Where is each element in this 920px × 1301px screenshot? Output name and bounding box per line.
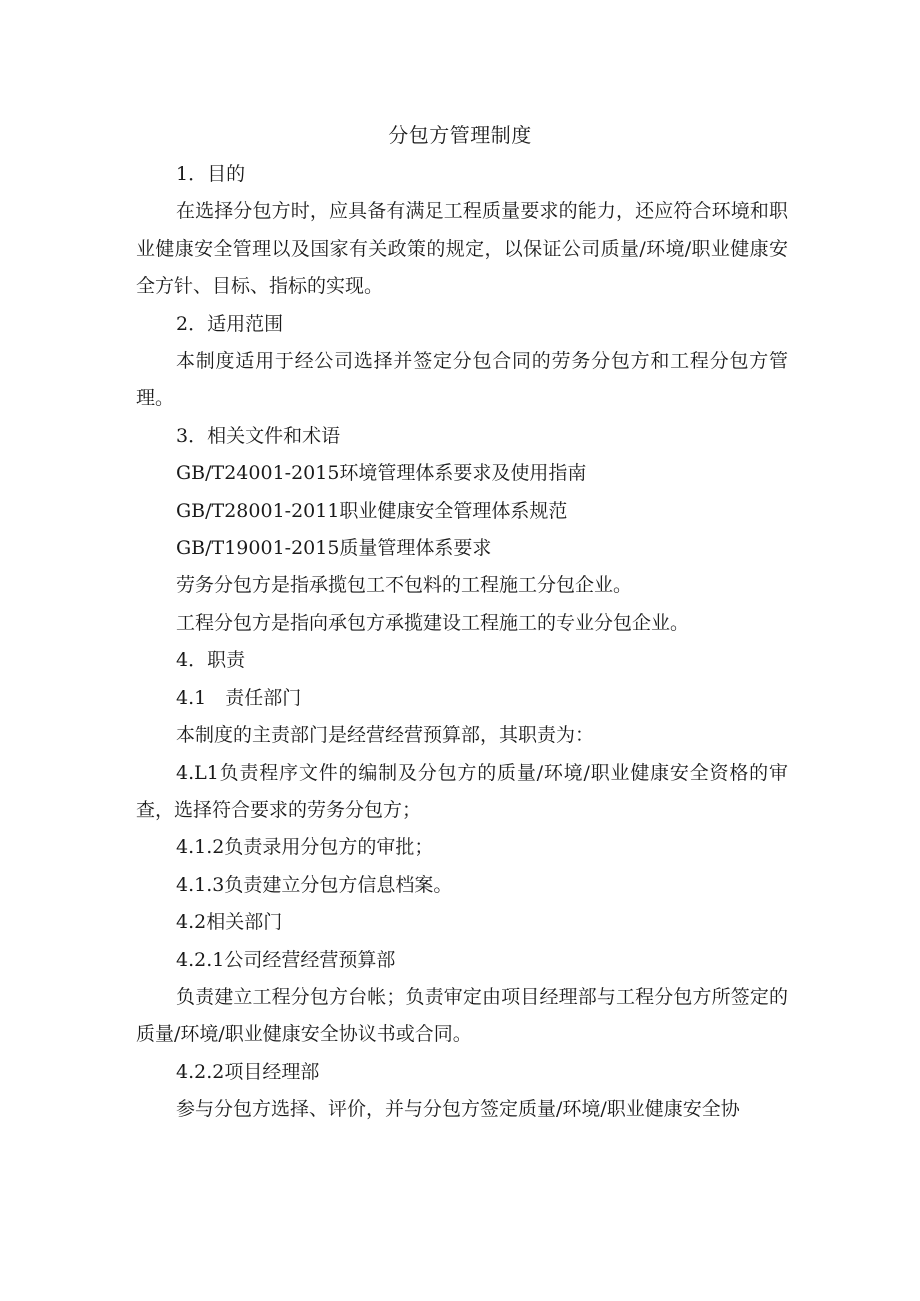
heading-4-2-2: 4.2.2项目经理部 — [176, 1060, 320, 1083]
reference-gb-t19001: GB/T19001-2015质量管理体系要求 — [176, 537, 492, 560]
heading-4-responsibilities: 4．职责 — [176, 649, 246, 672]
heading-2-scope: 2．适用范围 — [176, 312, 284, 335]
definition-engineering-subcontractor: 工程分包方是指向承包方承揽建设工程施工的专业分包企业。 — [176, 611, 690, 634]
heading-3-related-docs: 3．相关文件和术语 — [176, 424, 341, 447]
heading-4-2-related-depts: 4.2相关部门 — [176, 911, 283, 934]
item-4-1-2: 4.1.2负责录用分包方的审批； — [176, 836, 434, 859]
reference-gb-t24001: GB/T24001-2015环境管理体系要求及使用指南 — [176, 462, 587, 485]
item-4-1-1: 4.L1负责程序文件的编制及分包方的质量/环境/职业健康安全资格的审查，选择符合要求的劳务分包方； — [136, 761, 788, 821]
heading-4-1-responsible-dept: 4.1 责任部门 — [176, 686, 302, 709]
paragraph-responsible-dept: 本制度的主责部门是经营经营预算部，其职责为： — [176, 724, 595, 747]
document-body — [136, 156, 788, 1129]
reference-gb-t28001: GB/T28001-2011职业健康安全管理体系规范 — [176, 499, 568, 522]
paragraph-4-2-1: 负责建立工程分包方台帐；负责审定由项目经理部与工程分包方所签定的质量/环境/职业健康安全协议书或合同。 — [136, 985, 788, 1046]
document-title: 分包方管理制度 — [388, 123, 532, 147]
paragraph-purpose: 在选择分包方时，应具备有满足工程质量要求的能力，还应符合环境和职业健康安全管理以及国家有关政策的规定，以保证公司质量/环境/职业健康安全方针、目标、指标的实现。 — [136, 200, 788, 298]
heading-1-purpose: 1．目的 — [176, 163, 246, 185]
paragraph-4-2-2: 参与分包方选择、评价，并与分包方签定质量/环境/职业健康安全协 — [176, 1098, 740, 1121]
definition-labor-subcontractor: 劳务分包方是指承揽包工不包料的工程施工分包企业。 — [176, 574, 633, 597]
heading-4-2-1: 4.2.1公司经营经营预算部 — [176, 948, 396, 971]
item-4-1-3: 4.1.3负责建立分包方信息档案。 — [176, 873, 453, 896]
paragraph-scope: 本制度适用于经公司选择并签定分包合同的劳务分包方和工程分包方管理。 — [136, 350, 788, 410]
